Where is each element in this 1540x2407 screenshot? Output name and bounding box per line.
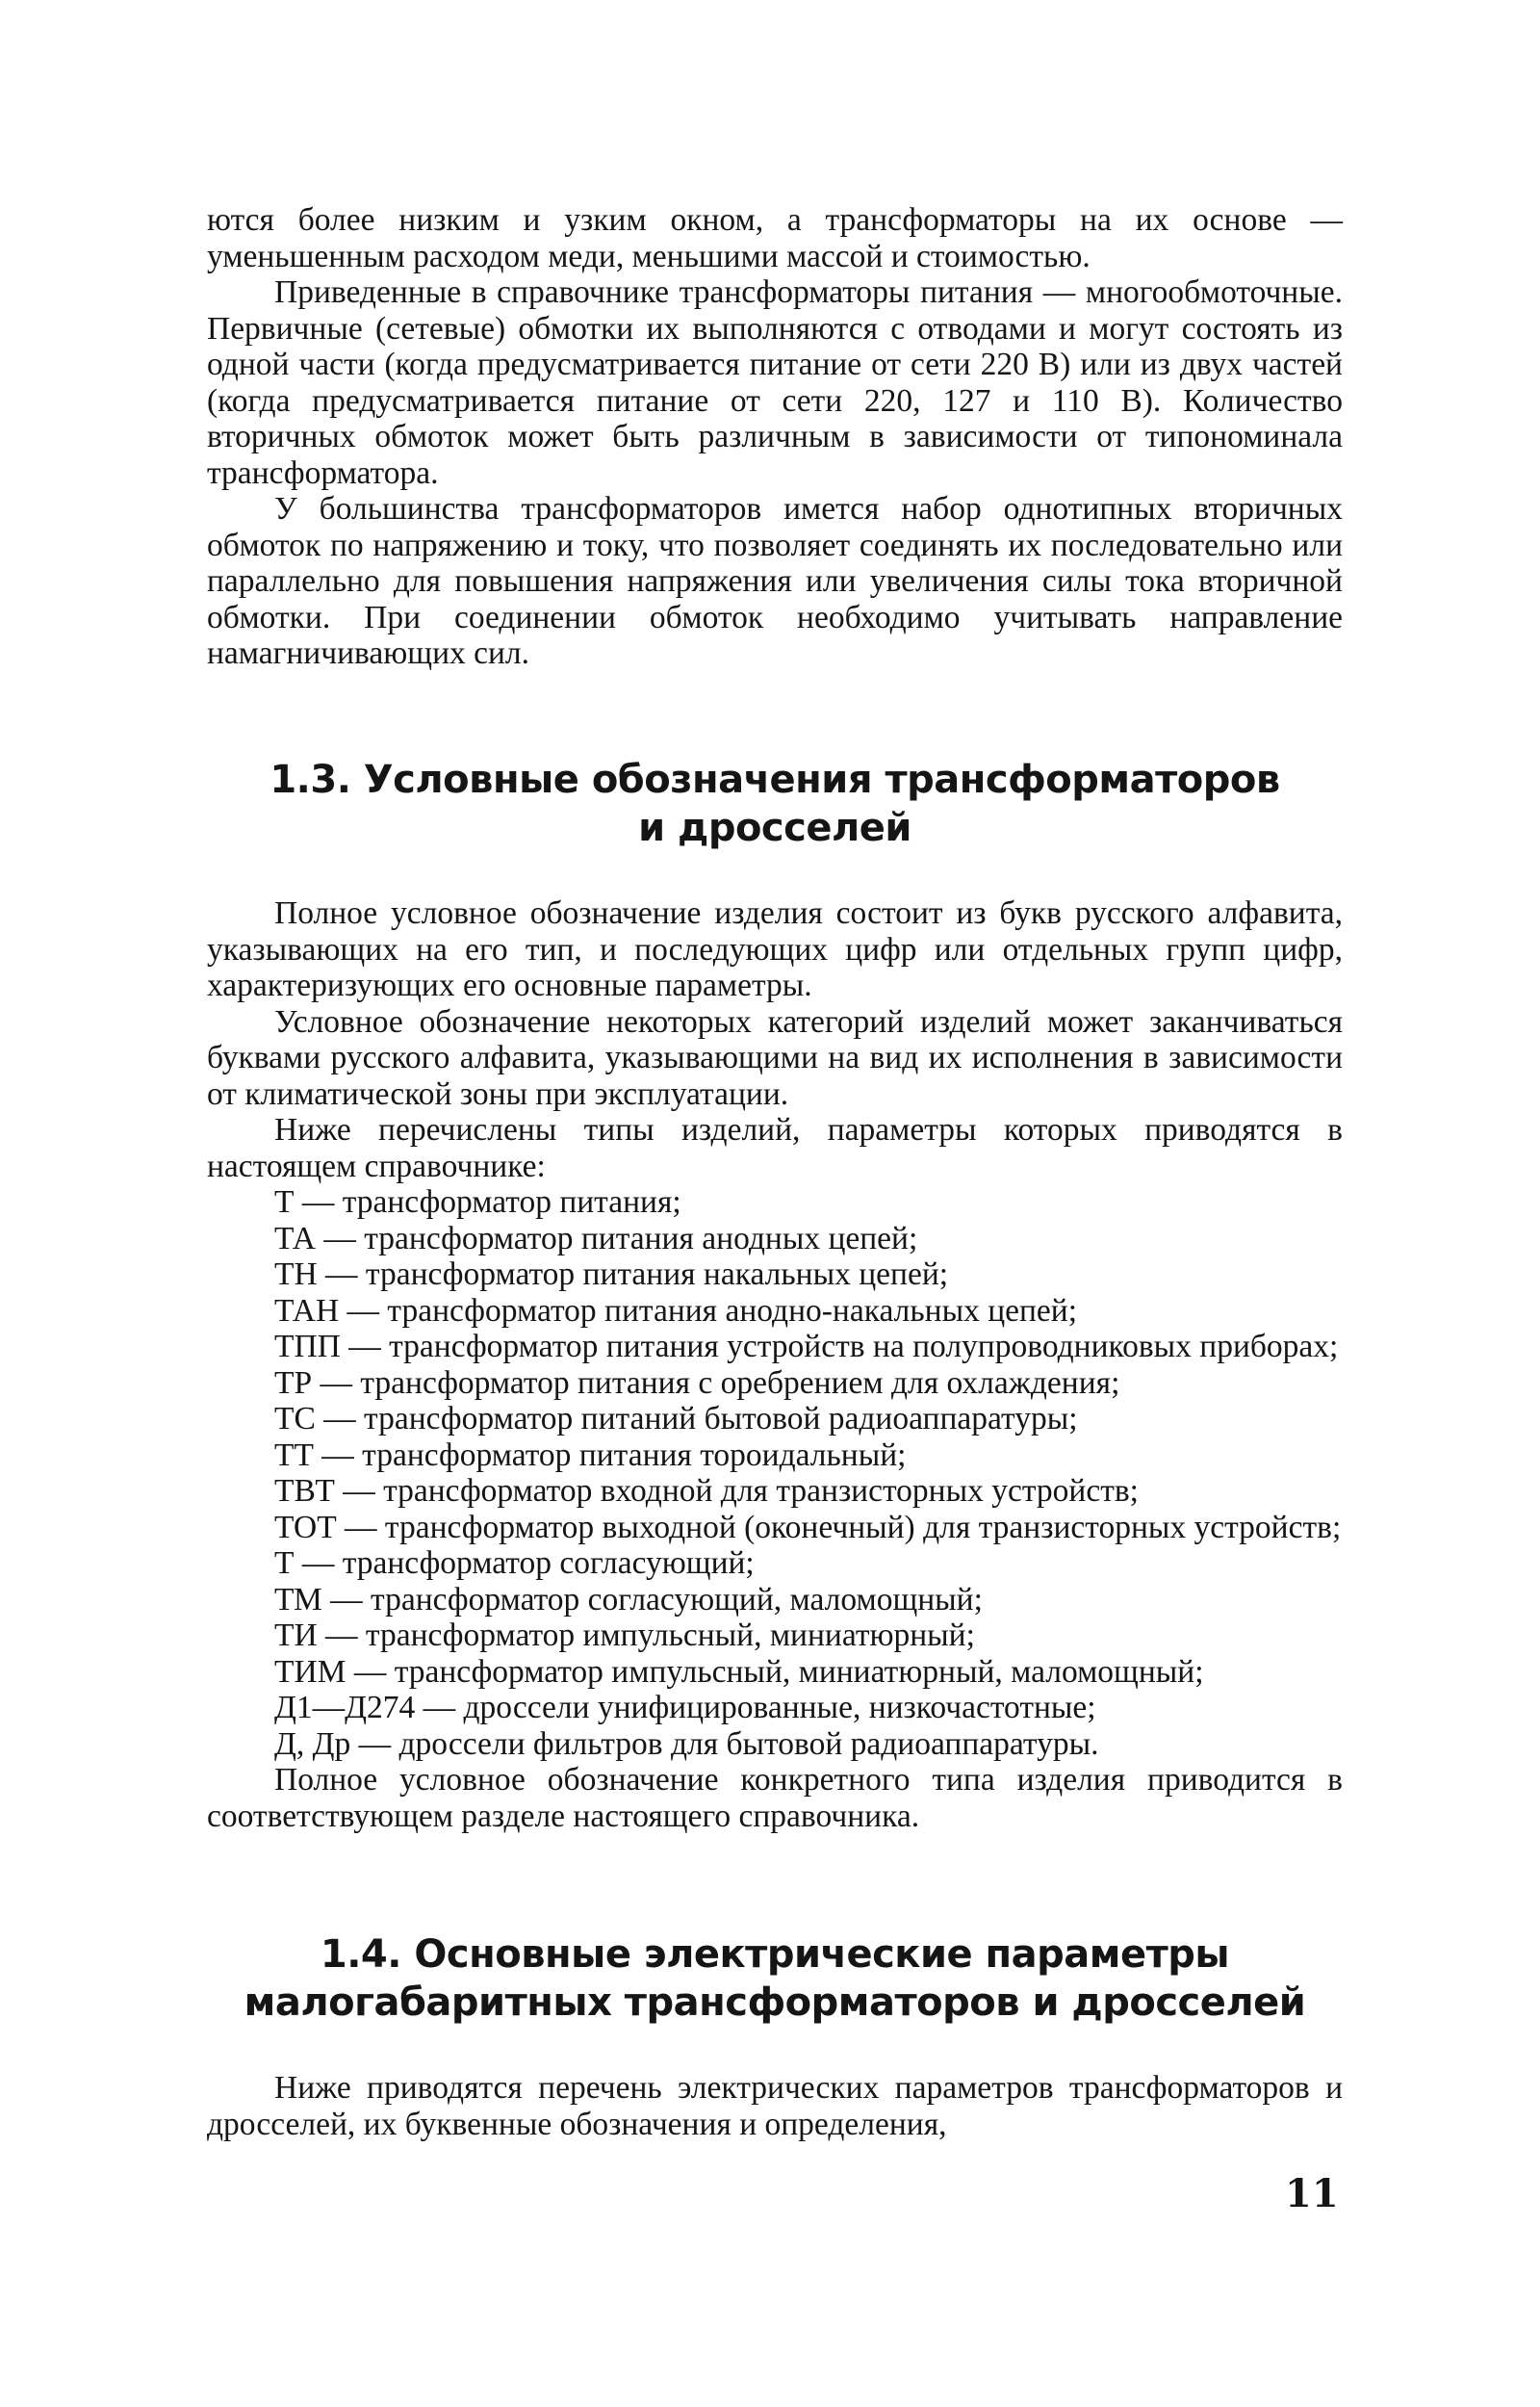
paragraph: Ниже приводятся перечень электрических параметров трансформаторов и дросселей, их буквенные обозначения и определения,: [207, 2070, 1343, 2142]
heading-line: и дросселей: [638, 806, 911, 850]
page-number: 11: [1285, 2171, 1339, 2216]
section-1-3-body: [207, 895, 1343, 1834]
list-item: ТН — трансформатор питания накальных цепей;: [274, 1256, 949, 1292]
intro-text: [207, 202, 1343, 672]
list-item: ТС — трансформатор питаний бытовой радиоаппаратуры;: [274, 1401, 1078, 1436]
heading-line: 1.3. Условные обозначения трансформаторов: [270, 758, 1280, 802]
product-type-list: [207, 1184, 1343, 1762]
list-item: ТМ — трансформатор согласующий, маломощный;: [274, 1581, 983, 1618]
list-item: Д, Др — дроссели фильтров для бытовой радиоаппаратуры.: [274, 1725, 1099, 1762]
paragraph: ются более низким и узким окном, а трансформаторы на их основе — уменьшенным расходом меди, меньшими массой и стоимостью.: [207, 202, 1343, 274]
paragraph: Полное условное обозначение изделия состоит из букв русского алфавита, указывающих на его тип, и последующих цифр или отдельных групп цифр, характеризующих его основные параметры.: [207, 895, 1343, 1003]
section-1-4-body: [207, 2070, 1343, 2142]
list-item: Д1—Д274 — дроссели унифицированные, низкочастотные;: [274, 1690, 1096, 1725]
list-item: Т — трансформатор питания;: [274, 1184, 681, 1220]
section-heading-1-3: [207, 756, 1343, 852]
paragraph: Приведенные в справочнике трансформаторы питания — многообмоточные. Первичные (сетевые) обмотки их выполняются с отводами и могут состоять из одной части (когда предусматривается питание от сети 220 В) или из двух частей (когда предусматривается питание от сети 220, 127 и 110 В). Количество вторичных обмоток может быть различным в зависимости от типономинала трансформатора.: [207, 274, 1343, 491]
list-item: ТИМ — трансформатор импульсный, миниатюрный, маломощный;: [274, 1653, 1204, 1690]
paragraph: Полное условное обозначение конкретного типа изделия приводится в соответствующем разделе настоящего справочника.: [207, 1762, 1343, 1834]
paragraph: У большинства трансформаторов имется набор однотипных вторичных обмоток по напряжению и току, что позволяет соединять их последовательно или параллельно для повышения напряжения или увеличения силы тока вторичной обмотки. При соединении обмоток необходимо учитывать направление намагничивающих сил.: [207, 491, 1343, 671]
list-item: ТОТ — трансформатор выходной (оконечный) для транзисторных устройств;: [274, 1509, 1342, 1545]
list-item: Т — трансформатор согласующий;: [274, 1545, 755, 1581]
list-item: ТПП — трансформатор питания устройств на полупроводниковых приборах;: [274, 1329, 1339, 1364]
list-item: ТВТ — трансформатор входной для транзисторных устройств;: [274, 1473, 1139, 1509]
heading-line: малогабаритных трансформаторов и дросселей: [244, 1980, 1306, 2025]
paragraph: Условное обозначение некоторых категорий изделий может заканчиваться буквами русского алфавита, указывающими на вид их исполнения в зависимости от климатической зоны при эксплуатации.: [207, 1003, 1343, 1112]
paragraph: Ниже перечислены типы изделий, параметры которых приводятся в настоящем справочнике:: [207, 1112, 1343, 1184]
heading-line: 1.4. Основные электрические параметры: [320, 1932, 1230, 1977]
section-heading-1-4: [207, 1930, 1343, 2027]
list-item: ТР — трансформатор питания с оребрением для охлаждения;: [274, 1364, 1120, 1401]
list-item: ТИ — трансформатор импульсный, миниатюрный;: [274, 1618, 975, 1653]
list-item: ТАН — трансформатор питания анодно-накальных цепей;: [274, 1292, 1078, 1329]
list-item: ТТ — трансформатор питания тороидальный;: [274, 1436, 907, 1473]
list-item: ТА — трансформатор питания анодных цепей;: [274, 1220, 918, 1256]
